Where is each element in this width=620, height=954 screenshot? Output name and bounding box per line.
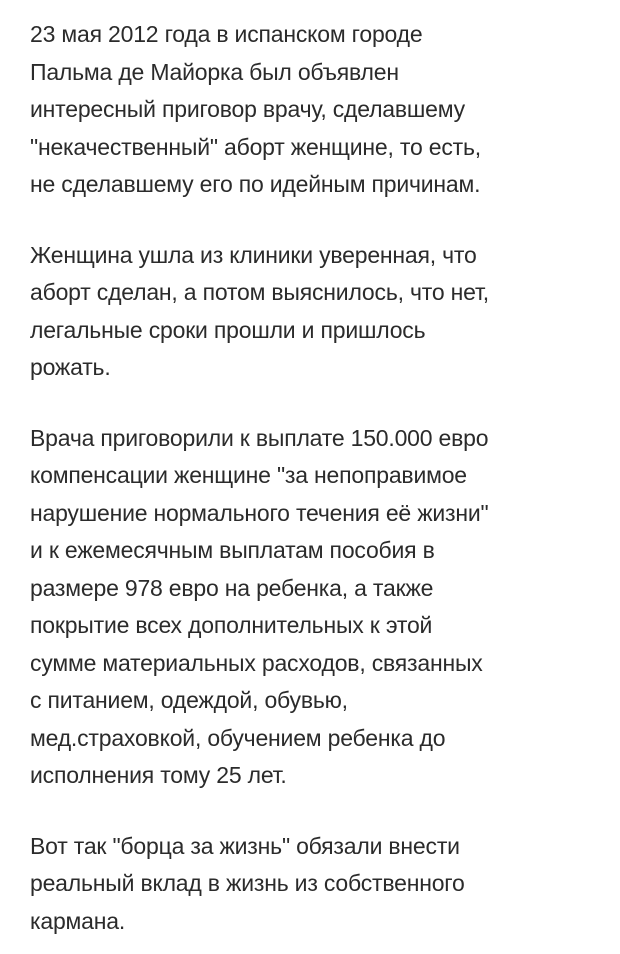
- text-line: нарушение нормального течения её жизни": [30, 499, 489, 526]
- text-line: Женщина ушла из клиники уверенная, что: [30, 241, 477, 268]
- text-line: рожать.: [30, 354, 111, 380]
- text-line: реальный вклад в жизнь из собственного: [30, 870, 465, 896]
- text-line: 23 мая 2012 года в испанском городе: [30, 21, 423, 47]
- text-line: Вот так "борца за жизнь" обязали внести: [30, 832, 460, 859]
- text-line: исполнения тому 25 лет.: [30, 762, 287, 788]
- text-line: легальные сроки прошли и пришлось: [30, 316, 426, 343]
- text-line: Врача приговорили к выплате 150.000 евро: [30, 424, 489, 451]
- text-line: кармана.: [30, 907, 126, 934]
- paragraph-circumstances: [30, 237, 600, 387]
- text-line: интересный приговор врачу, сделавшему: [30, 96, 465, 122]
- text-line: не сделавшему его по идейным причинам.: [30, 171, 481, 197]
- text-line: с питанием, одеждой, обувью,: [30, 687, 348, 713]
- text-line: компенсации женщине "за непоправимое: [30, 462, 467, 488]
- text-line: аборт сделан, а потом выяснилось, что нет,: [30, 279, 489, 305]
- text-line: и к ежемесячным выплатам пособия в: [30, 537, 435, 563]
- text-line: Пальма де Майорка был объявлен: [30, 58, 399, 85]
- paragraph-conclusion: [30, 828, 600, 941]
- text-line: мед.страховкой, обучением ребенка до: [30, 724, 446, 751]
- text-line: сумме материальных расходов, связанных: [30, 649, 483, 676]
- text-line: "некачественный" аборт женщине, то есть,: [30, 133, 481, 160]
- text-line: покрытие всех дополнительных к этой: [30, 612, 433, 638]
- paragraph-verdict-intro: [30, 16, 600, 204]
- paragraph-compensation: [30, 420, 600, 795]
- text-line: размере 978 евро на ребенка, а также: [30, 574, 434, 601]
